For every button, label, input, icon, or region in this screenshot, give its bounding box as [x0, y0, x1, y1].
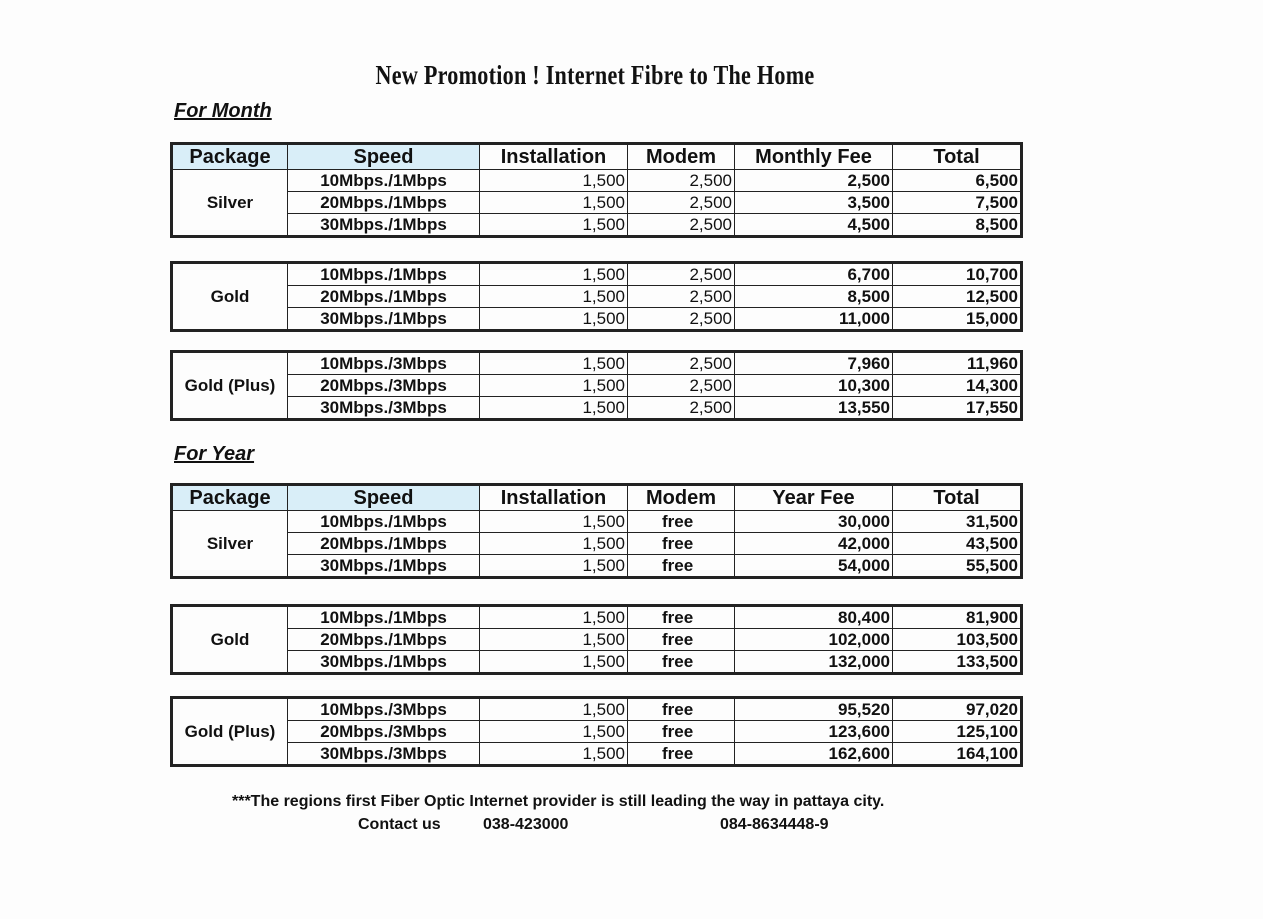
year-table-gold [172, 606, 1021, 673]
table-row [173, 651, 1021, 673]
installation-cell: 1,500 [480, 353, 628, 375]
speed-cell: 30Mbps./1Mbps [288, 214, 480, 236]
table-row [173, 607, 1021, 629]
total-cell: 43,500 [893, 533, 1021, 555]
column-header: Installation [480, 486, 628, 511]
speed-cell: 10Mbps./1Mbps [288, 607, 480, 629]
column-header: Total [893, 145, 1021, 170]
modem-cell: free [628, 555, 735, 577]
total-cell: 7,500 [893, 192, 1021, 214]
speed-cell: 10Mbps./1Mbps [288, 170, 480, 192]
fee-cell: 3,500 [735, 192, 893, 214]
footer-note: ***The regions first Fiber Optic Internet provider is still leading the way in pattaya city. [232, 793, 885, 810]
fee-cell: 8,500 [735, 286, 893, 308]
package-name: Gold (Plus) [173, 699, 288, 765]
year-table-gold-plus- [172, 698, 1021, 765]
table-row [173, 264, 1021, 286]
year-table-silver [172, 485, 1021, 577]
table-row [173, 192, 1021, 214]
modem-cell: 2,500 [628, 170, 735, 192]
month-table-gold [172, 263, 1021, 330]
speed-cell: 10Mbps./3Mbps [288, 699, 480, 721]
section-heading-year: For Year [174, 443, 255, 465]
fee-cell: 102,000 [735, 629, 893, 651]
total-cell: 55,500 [893, 555, 1021, 577]
column-header: Package [173, 486, 288, 511]
fee-cell: 11,000 [735, 308, 893, 330]
modem-cell: free [628, 607, 735, 629]
package-name: Silver [173, 170, 288, 236]
section-heading-month: For Month [174, 100, 272, 122]
installation-cell: 1,500 [480, 170, 628, 192]
column-header: Monthly Fee [735, 145, 893, 170]
installation-cell: 1,500 [480, 607, 628, 629]
installation-cell: 1,500 [480, 308, 628, 330]
table-row [173, 308, 1021, 330]
modem-cell: free [628, 629, 735, 651]
total-cell: 164,100 [893, 743, 1021, 765]
speed-cell: 30Mbps./3Mbps [288, 743, 480, 765]
package-name: Gold [173, 607, 288, 673]
fee-cell: 7,960 [735, 353, 893, 375]
total-cell: 97,020 [893, 699, 1021, 721]
total-cell: 31,500 [893, 511, 1021, 533]
header-row [173, 145, 1021, 170]
fee-cell: 6,700 [735, 264, 893, 286]
fee-cell: 123,600 [735, 721, 893, 743]
modem-cell: 2,500 [628, 308, 735, 330]
column-header: Modem [628, 145, 735, 170]
installation-cell: 1,500 [480, 743, 628, 765]
modem-cell: 2,500 [628, 353, 735, 375]
speed-cell: 30Mbps./1Mbps [288, 651, 480, 673]
table-row [173, 170, 1021, 192]
package-name: Gold [173, 264, 288, 330]
column-header: Installation [480, 145, 628, 170]
table-row [173, 721, 1021, 743]
modem-cell: 2,500 [628, 264, 735, 286]
total-cell: 17,550 [893, 397, 1021, 419]
total-cell: 81,900 [893, 607, 1021, 629]
total-cell: 133,500 [893, 651, 1021, 673]
table-row [173, 397, 1021, 419]
month-table-gold-plus- [172, 352, 1021, 419]
month-table-silver [172, 144, 1021, 236]
total-cell: 8,500 [893, 214, 1021, 236]
fee-cell: 80,400 [735, 607, 893, 629]
speed-cell: 20Mbps./1Mbps [288, 192, 480, 214]
total-cell: 11,960 [893, 353, 1021, 375]
installation-cell: 1,500 [480, 264, 628, 286]
table-row [173, 353, 1021, 375]
table-row [173, 743, 1021, 765]
modem-cell: 2,500 [628, 214, 735, 236]
fee-cell: 13,550 [735, 397, 893, 419]
installation-cell: 1,500 [480, 629, 628, 651]
speed-cell: 20Mbps./1Mbps [288, 629, 480, 651]
table-row [173, 555, 1021, 577]
speed-cell: 10Mbps./1Mbps [288, 511, 480, 533]
modem-cell: free [628, 651, 735, 673]
installation-cell: 1,500 [480, 214, 628, 236]
fee-cell: 162,600 [735, 743, 893, 765]
package-name: Gold (Plus) [173, 353, 288, 419]
phone-1: 038-423000 [483, 816, 569, 833]
modem-cell: free [628, 699, 735, 721]
fee-cell: 4,500 [735, 214, 893, 236]
page-title: New Promotion ! Internet Fibre to The Home [375, 60, 815, 90]
total-cell: 125,100 [893, 721, 1021, 743]
fee-cell: 10,300 [735, 375, 893, 397]
installation-cell: 1,500 [480, 397, 628, 419]
modem-cell: free [628, 721, 735, 743]
speed-cell: 30Mbps./1Mbps [288, 555, 480, 577]
table-row [173, 375, 1021, 397]
fee-cell: 95,520 [735, 699, 893, 721]
column-header: Year Fee [735, 486, 893, 511]
table-row [173, 511, 1021, 533]
modem-cell: 2,500 [628, 286, 735, 308]
package-name: Silver [173, 511, 288, 577]
column-header: Modem [628, 486, 735, 511]
speed-cell: 10Mbps./3Mbps [288, 353, 480, 375]
table-row [173, 286, 1021, 308]
column-header: Total [893, 486, 1021, 511]
header-row [173, 486, 1021, 511]
speed-cell: 20Mbps./1Mbps [288, 533, 480, 555]
total-cell: 6,500 [893, 170, 1021, 192]
fee-cell: 30,000 [735, 511, 893, 533]
modem-cell: free [628, 743, 735, 765]
modem-cell: 2,500 [628, 397, 735, 419]
installation-cell: 1,500 [480, 192, 628, 214]
fee-cell: 54,000 [735, 555, 893, 577]
column-header: Speed [288, 486, 480, 511]
modem-cell: free [628, 533, 735, 555]
installation-cell: 1,500 [480, 651, 628, 673]
table-row [173, 533, 1021, 555]
column-header: Speed [288, 145, 480, 170]
installation-cell: 1,500 [480, 555, 628, 577]
contact-label: Contact us [358, 816, 441, 833]
total-cell: 103,500 [893, 629, 1021, 651]
total-cell: 14,300 [893, 375, 1021, 397]
installation-cell: 1,500 [480, 533, 628, 555]
speed-cell: 20Mbps./1Mbps [288, 286, 480, 308]
installation-cell: 1,500 [480, 699, 628, 721]
total-cell: 12,500 [893, 286, 1021, 308]
speed-cell: 10Mbps./1Mbps [288, 264, 480, 286]
installation-cell: 1,500 [480, 511, 628, 533]
modem-cell: free [628, 511, 735, 533]
fee-cell: 42,000 [735, 533, 893, 555]
fee-cell: 132,000 [735, 651, 893, 673]
modem-cell: 2,500 [628, 192, 735, 214]
table-row [173, 214, 1021, 236]
fee-cell: 2,500 [735, 170, 893, 192]
installation-cell: 1,500 [480, 375, 628, 397]
speed-cell: 30Mbps./1Mbps [288, 308, 480, 330]
installation-cell: 1,500 [480, 721, 628, 743]
phone-2: 084-8634448-9 [720, 816, 829, 833]
table-row [173, 699, 1021, 721]
speed-cell: 30Mbps./3Mbps [288, 397, 480, 419]
speed-cell: 20Mbps./3Mbps [288, 721, 480, 743]
installation-cell: 1,500 [480, 286, 628, 308]
speed-cell: 20Mbps./3Mbps [288, 375, 480, 397]
total-cell: 15,000 [893, 308, 1021, 330]
total-cell: 10,700 [893, 264, 1021, 286]
column-header: Package [173, 145, 288, 170]
table-row [173, 629, 1021, 651]
modem-cell: 2,500 [628, 375, 735, 397]
